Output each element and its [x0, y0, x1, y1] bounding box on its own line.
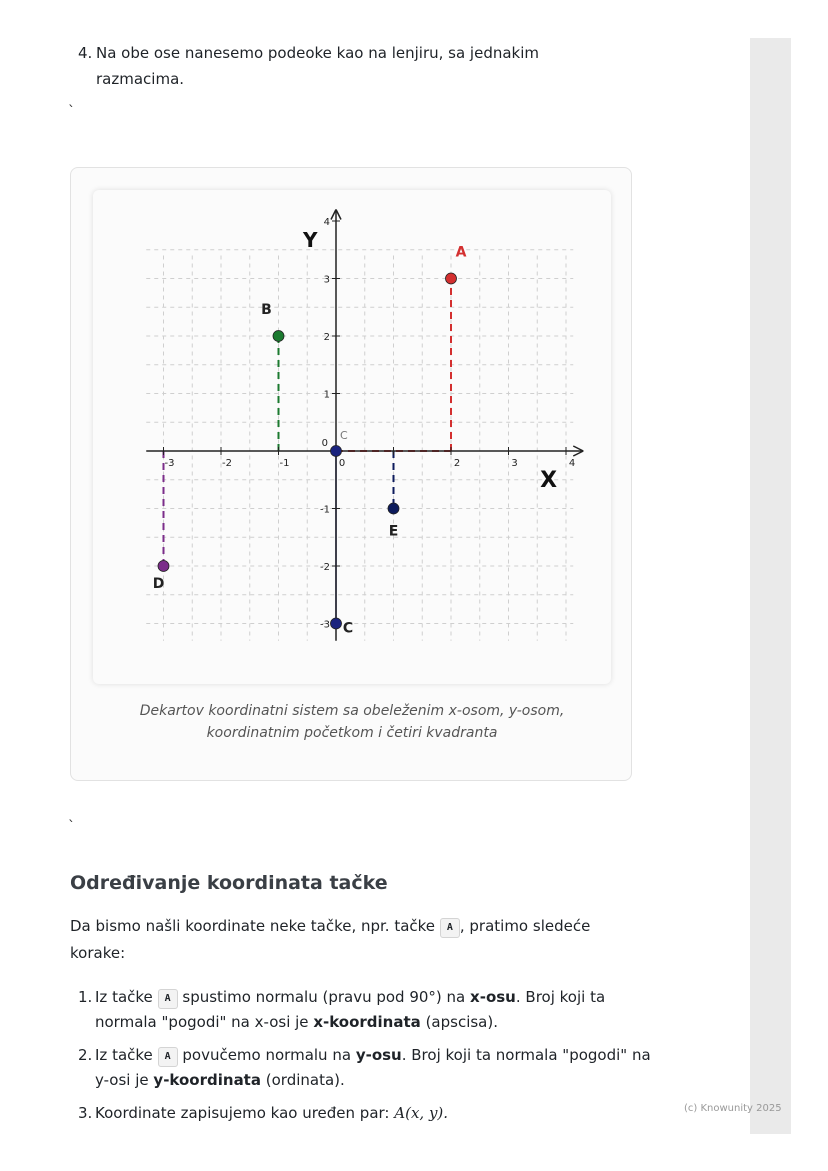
- point-key-badge: A: [440, 918, 460, 938]
- x-tick-label: -2: [222, 458, 232, 469]
- x-tick-label: -1: [279, 458, 290, 469]
- copyright-text: (c) Knowunity 2025: [684, 1103, 782, 1114]
- coordinate-chart: [93, 190, 611, 684]
- data-point: [446, 273, 457, 284]
- step-number: 2.: [78, 1046, 93, 1064]
- data-point: [331, 446, 342, 457]
- step-text: (ordinata).: [265, 1071, 345, 1089]
- y-tick-label: 1: [323, 389, 330, 401]
- x-tick-label: -3: [164, 458, 175, 469]
- step-bold: x-osu: [470, 988, 516, 1006]
- step-bold: x-koordinata: [313, 1013, 421, 1031]
- coordinate-chart-svg: [93, 190, 611, 684]
- point-label: C: [342, 620, 354, 637]
- separator-mark: `: [68, 104, 75, 120]
- section-title: Određivanje koordinata tačke: [70, 872, 388, 894]
- section-intro: [70, 913, 640, 967]
- list-item: [78, 1101, 658, 1126]
- y-tick-label: 3: [323, 274, 330, 286]
- step-text: . Broj koji ta normala "pogodi" na x-osi je: [95, 988, 606, 1031]
- intro-text-after: , pratimo sledeće korake:: [70, 917, 591, 962]
- y-tick-label: 0: [321, 438, 328, 449]
- step-bold: y-koordinata: [153, 1071, 261, 1089]
- intro-step-number: 4.: [78, 44, 93, 62]
- step-number: 1.: [78, 988, 93, 1006]
- step-text: (apscisa).: [425, 1013, 498, 1031]
- figure-caption: Dekartov koordinatni sistem sa obeleženim x-osom, y-osom, koordinatnim početkom i četiri kvadranta: [139, 703, 565, 741]
- y-axis-label: Y: [303, 227, 318, 252]
- x-tick-label: 3: [511, 458, 518, 469]
- step-text: povučemo normalu na: [182, 1046, 352, 1064]
- step-number: 3.: [78, 1104, 93, 1122]
- data-point: [388, 503, 399, 514]
- data-point: [158, 561, 169, 572]
- separator-mark-2: `: [68, 819, 75, 835]
- steps-list: [78, 985, 658, 1134]
- y-tick-label: -3: [320, 619, 330, 631]
- intro-text-before: Da bismo našli koordinate neke tačke, npr. tačke: [70, 917, 436, 935]
- step-text: Iz tačke: [95, 1046, 153, 1064]
- point-label: D: [152, 576, 165, 592]
- x-tick-label: 0: [338, 458, 346, 469]
- y-tick-label: 4: [323, 217, 330, 228]
- step-text: . Broj koji ta normala "pogodi" na y-osi je: [95, 1046, 651, 1089]
- x-tick-label: 4: [568, 458, 576, 469]
- x-axis-label: X: [540, 468, 558, 493]
- figure-card: [70, 167, 632, 781]
- y-tick-label: -2: [320, 562, 330, 573]
- step-text: Iz tačke: [95, 988, 153, 1006]
- intro-step: [78, 40, 598, 92]
- origin-label: C: [340, 429, 348, 442]
- data-point: [331, 618, 342, 629]
- coordinate-formula: A(x, y).: [394, 1104, 449, 1122]
- page-scrollbar[interactable]: [750, 38, 791, 1134]
- step-text: Koordinate zapisujemo kao uređen par:: [95, 1104, 390, 1122]
- intro-step-text: Na obe ose nanesemo podeoke kao na lenjiru, sa jednakim razmacima.: [96, 44, 540, 88]
- point-key-badge: A: [158, 989, 178, 1009]
- point-label: A: [455, 244, 467, 261]
- data-point: [273, 331, 284, 342]
- step-text: spustimo normalu (pravu pod 90°) na: [182, 988, 466, 1006]
- point-label: B: [261, 302, 272, 318]
- step-bold: y-osu: [355, 1046, 402, 1064]
- y-tick-label: -1: [320, 504, 330, 516]
- list-item: [78, 985, 658, 1035]
- point-label: E: [388, 523, 399, 540]
- list-item: [78, 1043, 658, 1093]
- y-tick-label: 2: [323, 332, 330, 343]
- x-tick-label: 2: [453, 458, 461, 469]
- point-key-badge: A: [158, 1047, 178, 1067]
